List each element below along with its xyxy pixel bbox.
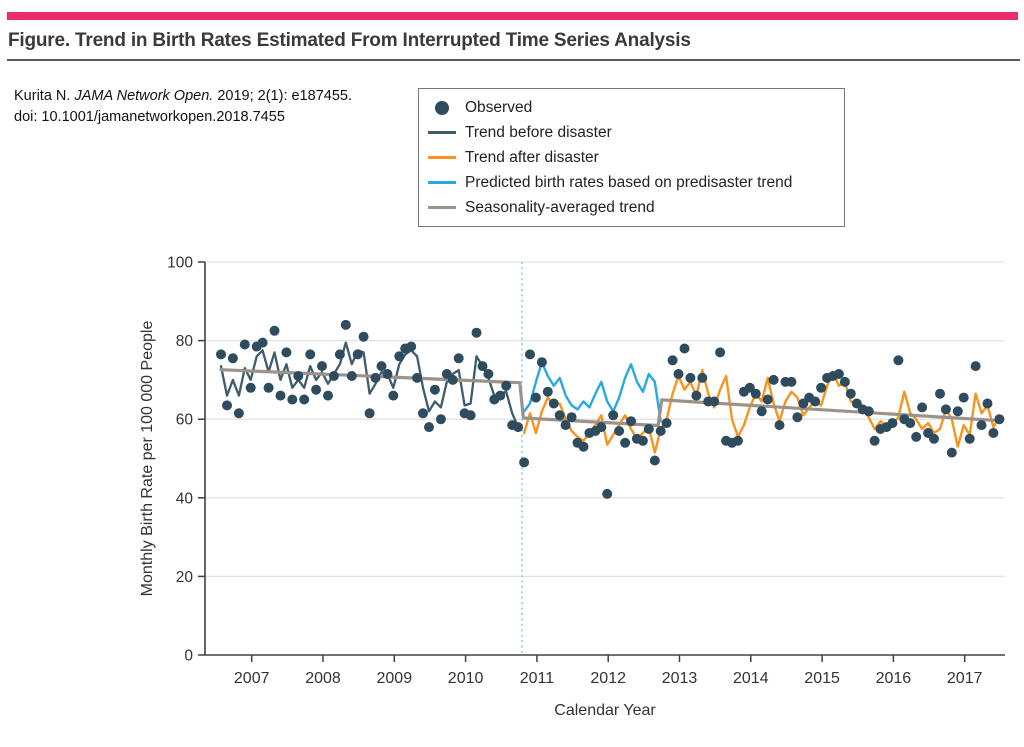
legend-line-icon [419,181,465,184]
observed-point [365,408,375,418]
y-tick-label: 20 [175,568,193,586]
observed-point [424,422,434,432]
observed-point [495,391,505,401]
legend-item [419,170,844,195]
observed-point [311,385,321,395]
observed-point [293,371,303,381]
observed-point [769,375,779,385]
observed-point [792,412,802,422]
observed-point [228,353,238,363]
legend-item-label: Trend before disaster [465,123,612,141]
observed-point [412,373,422,383]
observed-point [644,424,654,434]
observed-point [983,399,993,409]
observed-point [430,385,440,395]
observed-point [947,448,957,458]
observed-point [222,400,232,410]
observed-point [757,406,767,416]
observed-point [674,369,684,379]
y-tick-label: 60 [175,411,193,429]
observed-point [994,414,1004,424]
legend-marker-shape [428,206,456,209]
observed-point [608,410,618,420]
citation-issue: 2019; 2(1): e187455. [213,88,352,104]
observed-point [406,342,416,352]
observed-point [448,375,458,385]
legend-item [419,195,844,220]
legend-marker-shape [428,181,456,184]
citation [14,86,352,128]
observed-point [287,395,297,405]
figure-title: Figure. Trend in Birth Rates Estimated From Interrupted Time Series Analysis [8,30,691,51]
legend-item-label: Trend after disaster [465,148,599,166]
observed-point [953,406,963,416]
observed-point [561,420,571,430]
observed-point [751,389,761,399]
observed-point [549,399,559,409]
observed-point [775,420,785,430]
observed-point [567,412,577,422]
citation-line1 [14,86,352,107]
observed-point [941,404,951,414]
observed-point [971,361,981,371]
observed-point [418,408,428,418]
x-tick-label: 2009 [376,670,413,687]
observed-point [846,389,856,399]
legend-item-label: Predicted birth rates based on predisaster trend [465,173,793,191]
observed-point [691,391,701,401]
observed-point [246,383,256,393]
observed-point [864,406,874,416]
observed-point [258,338,268,348]
observed-point [697,373,707,383]
observed-point [893,355,903,365]
observed-point [977,420,987,430]
y-tick-label: 100 [167,254,193,272]
legend-item [419,95,844,120]
observed-point [680,344,690,354]
observed-point [525,349,535,359]
title-rule [7,59,1020,61]
observed-point [382,369,392,379]
observed-point [626,416,636,426]
observed-point [810,397,820,407]
observed-point [614,426,624,436]
observed-point [870,436,880,446]
y-axis-title: Monthly Birth Rate per 100 000 People [139,320,156,597]
x-axis-title: Calendar Year [554,702,656,719]
observed-point [353,349,363,359]
observed-point [709,397,719,407]
observed-point [543,387,553,397]
x-tick-label: 2008 [305,670,341,687]
observed-point [216,349,226,359]
observed-point [305,349,315,359]
observed-point [329,371,339,381]
observed-point [466,410,476,420]
observed-point [513,422,523,432]
legend-line-icon [419,156,465,159]
observed-point [965,434,975,444]
observed-point [281,347,291,357]
observed-point [299,395,309,405]
citation-author: Kurita N. [14,88,75,104]
chart-legend [418,88,845,227]
x-tick-label: 2012 [590,670,626,687]
legend-marker-shape [435,101,449,115]
observed-point [620,438,630,448]
chart-area [0,240,1024,742]
observed-points [216,320,1004,499]
x-tick-label: 2011 [519,670,555,687]
observed-point [240,340,250,350]
observed-point [555,410,565,420]
observed-point [371,373,381,383]
observed-point [341,320,351,330]
observed-point [335,349,345,359]
observed-point [501,381,511,391]
observed-point [834,369,844,379]
observed-point [786,377,796,387]
observed-point [929,434,939,444]
observed-point [579,442,589,452]
observed-point [276,391,286,401]
observed-point [668,355,678,365]
x-tick-label: 2014 [733,670,769,687]
observed-point [377,361,387,371]
legend-line-icon [419,131,465,134]
observed-point [388,391,398,401]
observed-point [519,457,529,467]
observed-point [317,361,327,371]
observed-point [887,418,897,428]
y-tick-label: 80 [175,333,193,351]
x-tick-label: 2017 [946,670,983,687]
observed-point [638,436,648,446]
legend-item [419,145,844,170]
observed-point [596,422,606,432]
y-tick-label: 0 [184,647,193,665]
birth-rate-chart [0,240,1024,742]
observed-point [715,347,725,357]
legend-item-label: Seasonality-averaged trend [465,198,655,216]
observed-point [662,418,672,428]
observed-dot-icon [419,101,465,115]
observed-point [733,436,743,446]
observed-point [264,383,274,393]
x-tick-label: 2013 [661,670,698,687]
observed-point [763,395,773,405]
observed-point [483,369,493,379]
observed-point [988,428,998,438]
observed-point [602,489,612,499]
x-tick-label: 2007 [233,670,270,687]
y-tick-label: 40 [175,490,193,508]
observed-point [347,371,357,381]
observed-point [911,432,921,442]
observed-point [454,353,464,363]
observed-point [656,426,666,436]
observed-point [270,326,280,336]
observed-point [537,357,547,367]
observed-point [685,373,695,383]
observed-point [935,389,945,399]
observed-point [650,456,660,466]
observed-point [531,393,541,403]
x-tick-label: 2015 [804,670,840,687]
legend-item [419,120,844,145]
x-tick-label: 2016 [875,670,912,687]
legend-marker-shape [428,131,456,134]
observed-point [323,391,333,401]
legend-item-label: Observed [465,98,533,116]
observed-point [472,328,482,338]
observed-point [359,332,369,342]
legend-line-icon [419,206,465,209]
observed-point [840,377,850,387]
legend-marker-shape [428,156,456,159]
observed-point [917,402,927,412]
observed-point [959,393,969,403]
observed-point [436,414,446,424]
observed-point [478,361,488,371]
citation-journal: JAMA Network Open. [74,88,214,104]
observed-point [905,418,915,428]
citation-doi: doi: 10.1001/jamanetworkopen.2018.7455 [14,109,285,125]
jama-accent-bar [7,12,1018,20]
observed-point [234,408,244,418]
observed-point [816,383,826,393]
x-tick-label: 2010 [447,670,484,687]
